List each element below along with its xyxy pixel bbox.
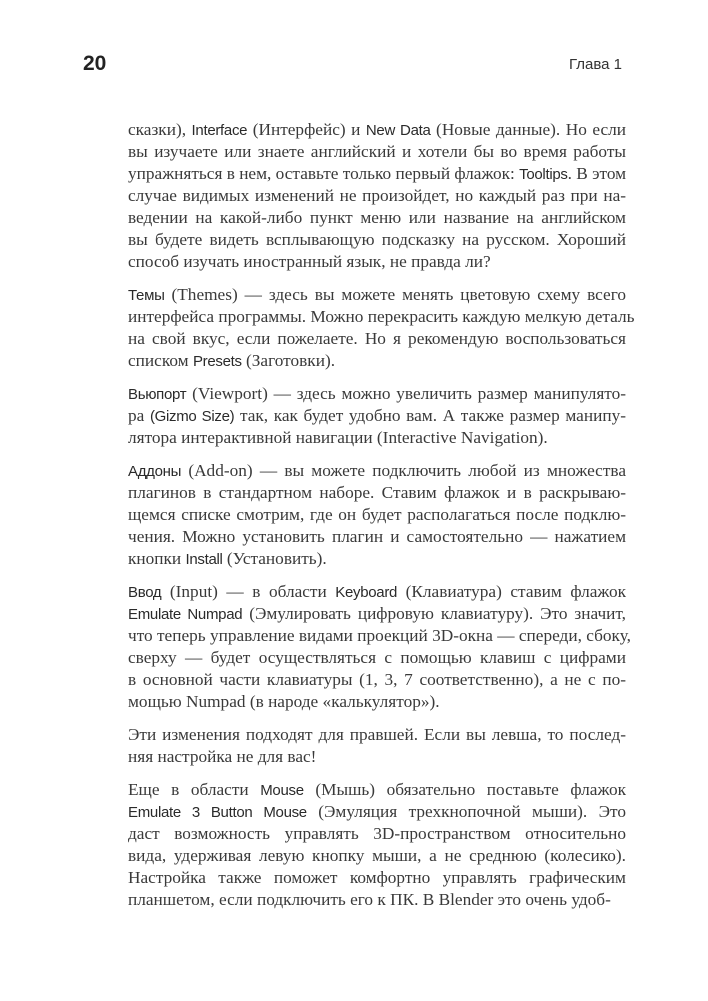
text-run: (Установить). xyxy=(222,549,327,568)
ui-term: Interface xyxy=(191,122,248,139)
ui-term: (Gizmo Size) xyxy=(149,408,235,425)
text-run: (Input) — в области xyxy=(161,582,336,601)
ui-term: New Data xyxy=(365,122,431,139)
text-run: вы будете видеть всплывающую подсказку на русском. Хороший xyxy=(128,230,626,249)
text-line xyxy=(128,163,626,185)
text-run: чения. Можно установить плагин и самостоятельно — нажатием xyxy=(128,527,626,546)
text-line xyxy=(128,625,631,647)
running-header-chapter: Глава 1 xyxy=(568,56,622,73)
text-run: щемся списке смотрим, где он будет располагаться после подклю- xyxy=(128,505,626,524)
text-line xyxy=(128,845,626,867)
text-run: (Add-on) — вы можете подключить любой из множества xyxy=(181,461,626,480)
text-line xyxy=(128,141,626,163)
text-run: (Новые данные). Но если xyxy=(430,120,626,139)
text-line xyxy=(128,746,626,768)
text-run: ра xyxy=(128,406,150,425)
text-run: Еще в области xyxy=(128,780,261,799)
ui-term: Tooltips xyxy=(519,166,568,183)
text-line xyxy=(128,405,626,427)
page-body xyxy=(128,119,635,922)
paragraph xyxy=(128,724,626,768)
text-run: вида, удерживая левую кнопку мыши, а не среднюю (колесико). xyxy=(128,846,626,865)
text-line xyxy=(128,603,626,625)
text-run: Настройка также поможет комфортно управлять графическим xyxy=(128,868,626,887)
text-run: сверху — будет осуществляться с помощью клавиш с цифрами xyxy=(128,648,626,667)
text-line xyxy=(128,350,626,372)
ui-term: Аддоны xyxy=(128,463,182,480)
text-line xyxy=(128,647,626,669)
text-line xyxy=(128,724,626,746)
text-line xyxy=(128,526,626,548)
text-line xyxy=(128,119,626,141)
text-run: даст возможность управлять 3D-пространством относительно xyxy=(128,824,626,843)
text-line xyxy=(128,328,626,350)
text-line xyxy=(128,867,626,889)
paragraph xyxy=(128,779,626,911)
ui-term: Вьюпорт xyxy=(128,386,187,403)
text-line xyxy=(128,427,626,449)
text-run: так, как будет удобно вам. А также размер манипу- xyxy=(234,406,626,425)
text-run: плагинов в стандартном наборе. Ставим флажок и в раскрываю- xyxy=(128,483,626,502)
text-run: ведении на какой-либо пункт меню или название на английском xyxy=(128,208,626,227)
text-line xyxy=(128,482,626,504)
ui-term: Presets xyxy=(192,353,242,370)
text-run: Эти изменения подходят для правшей. Если вы левша, то послед- xyxy=(128,725,626,744)
text-run: (Эмуляция трехкнопочной мыши). Это xyxy=(306,802,626,821)
text-run: списком xyxy=(128,351,193,370)
text-run: кнопки xyxy=(128,549,186,568)
text-line xyxy=(128,504,626,526)
text-line xyxy=(128,581,626,603)
text-line xyxy=(128,207,626,229)
text-run: планшетом, если подключить его к ПК. В Blender это очень удоб- xyxy=(128,890,611,909)
text-run: интерфейса программы. Можно перекрасить каждую мелкую деталь xyxy=(128,307,635,326)
text-run: лятора интерактивной навигации (Interactive Navigation). xyxy=(128,428,548,447)
ui-term: Темы xyxy=(128,287,165,304)
ui-term: Emulate Numpad xyxy=(128,606,243,623)
text-line xyxy=(128,284,626,306)
ui-term: Mouse xyxy=(260,782,304,799)
text-run: (Эмулировать цифровую клавиатуру). Это значит, xyxy=(242,604,626,623)
text-run: (Клавиатура) ставим флажок xyxy=(397,582,626,601)
text-run: (Мышь) обязательно поставьте флажок xyxy=(303,780,627,799)
text-run: (Themes) — здесь вы можете менять цветовую схему всего xyxy=(164,285,626,304)
text-run: мощью Numpad (в народе «калькулятор»). xyxy=(128,692,440,711)
text-run: сказки), xyxy=(128,120,192,139)
text-line xyxy=(128,801,626,823)
text-line xyxy=(128,889,626,911)
text-line xyxy=(128,229,626,251)
ui-term: Ввод xyxy=(128,584,162,601)
text-run: на свой вкус, если пожелаете. Но я рекомендую воспользоваться xyxy=(128,329,626,348)
text-run: в основной части клавиатуры (1, 3, 7 соответственно), а не с по- xyxy=(128,670,626,689)
text-run: . В этом xyxy=(567,164,627,183)
paragraph xyxy=(128,119,626,273)
text-line xyxy=(128,823,626,845)
ui-term: Emulate 3 Button Mouse xyxy=(128,804,307,821)
paragraph xyxy=(128,383,626,449)
text-run: (Заготовки). xyxy=(241,351,336,370)
paragraph xyxy=(128,581,631,713)
text-run: что теперь управление видами проекций 3D-окна — спереди, сбоку, xyxy=(128,626,631,645)
ui-term: Install xyxy=(185,551,223,568)
text-line xyxy=(128,306,635,328)
text-line xyxy=(128,251,626,273)
text-line xyxy=(128,185,626,207)
text-run: упражняться в нем, оставьте только первый флажок: xyxy=(128,164,520,183)
paragraph xyxy=(128,284,635,372)
text-run: (Интерфейс) и xyxy=(247,120,366,139)
text-run: вы изучаете или знаете английский и хотели бы во время работы xyxy=(128,142,626,161)
text-line xyxy=(128,779,626,801)
ui-term: Keyboard xyxy=(335,584,398,601)
text-run: няя настройка не для вас! xyxy=(128,747,317,766)
text-line xyxy=(128,691,626,713)
text-run: способ изучать иностранный язык, не правда ли? xyxy=(128,252,491,271)
text-line xyxy=(128,460,626,482)
text-line xyxy=(128,669,626,691)
text-run: случае видимых изменений не произойдет, но каждый раз при на- xyxy=(128,186,626,205)
text-line xyxy=(128,548,626,570)
text-line xyxy=(128,383,626,405)
paragraph xyxy=(128,460,626,570)
page-number: 20 xyxy=(83,52,107,75)
text-run: (Viewport) — здесь можно увеличить размер манипулято- xyxy=(186,384,626,403)
